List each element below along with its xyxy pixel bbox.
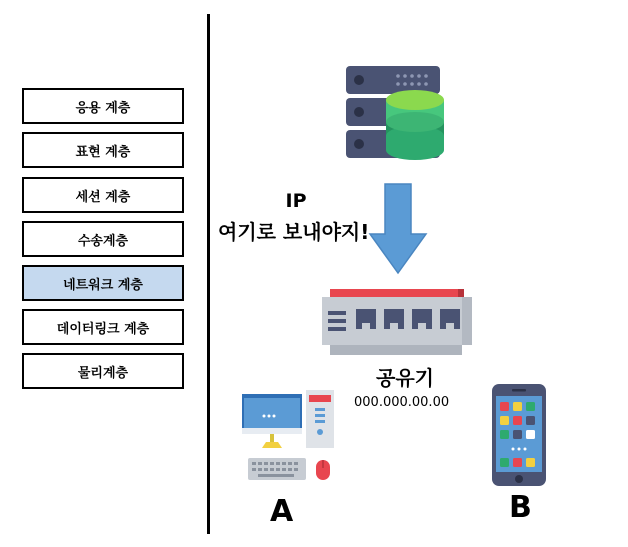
desktop-computer-icon — [238, 388, 338, 486]
layer-application: 응용 계층 — [22, 88, 184, 124]
smartphone-icon — [490, 382, 548, 488]
device-a-label: A — [270, 494, 294, 529]
arrow-down-icon — [368, 182, 428, 276]
router-ip-address: 000.000.00.00 — [354, 395, 450, 410]
device-b-label: B — [509, 490, 532, 525]
layer-network: 네트워크 계층 — [22, 265, 184, 301]
vertical-divider — [207, 14, 210, 534]
layer-session: 세션 계층 — [22, 177, 184, 213]
layer-presentation: 표현 계층 — [22, 132, 184, 168]
layer-transport: 수송계층 — [22, 221, 184, 257]
server-database-icon — [344, 64, 448, 164]
layer-physical: 물리계층 — [22, 353, 184, 389]
router-label: 공유기 — [376, 366, 434, 390]
router-icon — [320, 287, 474, 357]
ip-label: IP — [285, 190, 307, 212]
routing-message: 여기로 보내야지! — [218, 220, 370, 244]
layer-datalink: 데이터링크 계층 — [22, 309, 184, 345]
